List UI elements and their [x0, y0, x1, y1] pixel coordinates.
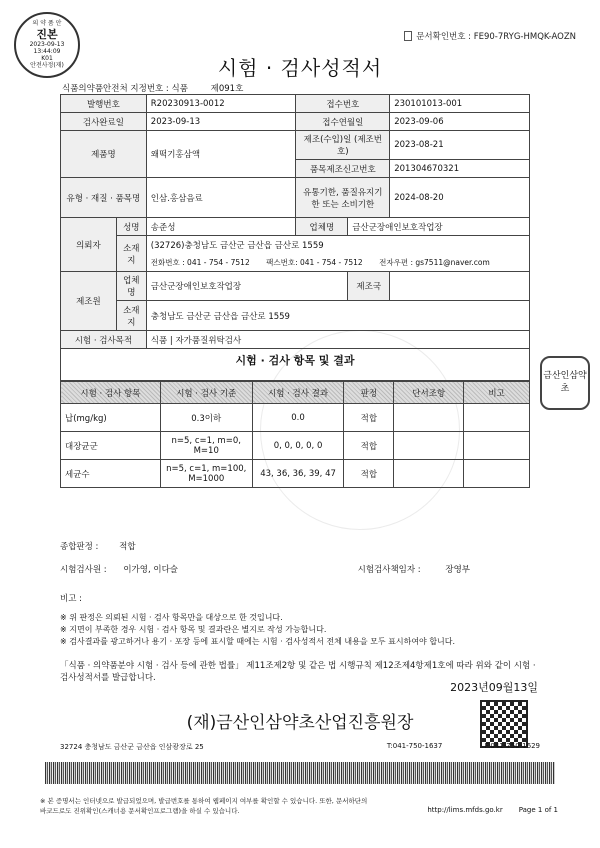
maker-company-label: 업체명: [116, 272, 146, 301]
manager-label: 시험검사책임자 :: [357, 565, 421, 575]
stamp-top: 의 약 품 안: [32, 20, 62, 28]
cell-result: 0, 0, 0, 0, 0: [252, 432, 344, 460]
company-label: 업체명: [296, 218, 348, 236]
table-row: [61, 432, 530, 460]
cell-judgment: 적합: [344, 432, 394, 460]
page-number: Page 1 of 1: [518, 806, 558, 814]
cell-standard: n=5, c=1, m=0, M=10: [160, 432, 252, 460]
manager-name: 장영부: [445, 565, 470, 575]
type-label: 유형 · 재질 · 품목명: [61, 178, 147, 218]
judgment-value: 적합: [119, 542, 136, 552]
receipt-date-label: 접수연월일: [296, 113, 390, 131]
organization-name: (재)금산인삼약초산업진흥원장: [186, 713, 414, 733]
remark-label: 비고 :: [60, 594, 82, 604]
table-row: [61, 460, 530, 488]
test-done: 2023-09-13: [146, 113, 296, 131]
maker-country: [390, 272, 530, 301]
doc-confirm-number: 문서확인번호 : FE90-7RYG-HMQK-AOZN: [416, 32, 576, 42]
org-seal-qr: [480, 700, 528, 748]
registration: [60, 82, 243, 94]
cell-item: 세균수: [61, 460, 161, 488]
results-title: 시험 · 검사 항목 및 결과: [60, 341, 530, 381]
cell-standard: n=5, c=1, m=100, M=1000: [160, 460, 252, 488]
overall-judgment: [60, 540, 136, 552]
cell-clause: [394, 404, 464, 432]
tester-names: 이가영, 이다슬: [123, 565, 178, 575]
footer-address: [60, 742, 540, 752]
stamp-big: 진본: [36, 27, 58, 41]
law-statement: 「식품 · 의약품분야 시험 · 검사 등에 관한 법률」 제11조제2항 및 같은 법 시행규칙 제12조제4항제1호에 따라 위와 같이 시험 · 검사성적서를 발급합니다.: [60, 661, 536, 683]
manager-block: [358, 563, 470, 575]
tester-label: 시험검사원 :: [60, 565, 107, 575]
info-table: [60, 94, 530, 349]
maker-address: 충청남도 금산군 금산읍 금산로 1559: [146, 301, 529, 331]
table-row: [61, 404, 530, 432]
cell-clause: [394, 432, 464, 460]
test-done-label: 검사완료일: [61, 113, 147, 131]
cell-item: 납(mg/kg): [61, 404, 161, 432]
issue-no-label: 발행번호: [61, 95, 147, 113]
purpose-label: 시험 · 검사목적: [61, 331, 147, 349]
notes: [60, 612, 560, 648]
page-title: 시험 · 검사성적서: [217, 56, 383, 80]
name-label: 성명: [116, 218, 146, 236]
product-label: 제품명: [61, 131, 147, 178]
maker-label: 제조원: [61, 272, 117, 331]
footer-contacts: [387, 742, 540, 752]
issue-date: 2023년09월13일: [450, 681, 538, 694]
receipt-date: 2023-09-06: [390, 113, 530, 131]
stamp-time: 13:44:09: [33, 48, 61, 55]
header-judgment: 판정: [344, 382, 394, 404]
note-1: ※ 위 판정은 의뢰된 시험 · 검사 항목만을 대상으로 한 것입니다.: [60, 613, 283, 622]
cell-judgment: 적합: [344, 404, 394, 432]
cell-result: 43, 36, 36, 39, 47: [252, 460, 344, 488]
cell-clause: [394, 460, 464, 488]
mfg-date-label: 제조(수입)일 (제조번호): [296, 131, 390, 160]
mfg-date: 2023-08-21: [390, 131, 530, 160]
results-header-row: [61, 382, 530, 404]
lab-seal: [540, 356, 590, 410]
page-info: [427, 806, 558, 814]
report-no: 201304670321: [390, 160, 530, 178]
header-standard: 시험 · 검사 기준: [160, 382, 252, 404]
barcode: [45, 762, 555, 784]
stamp-code: K01: [41, 55, 53, 63]
email: 전자우편 : gs7511@naver.com: [379, 257, 490, 267]
type-value: 인삼.홍삼음료: [146, 178, 296, 218]
cell-judgment: 적합: [344, 460, 394, 488]
maker-company: 금산군장애인보호작업장: [146, 272, 348, 301]
footer-tel: T:041-750-1637: [386, 742, 443, 750]
doc-confirm: [404, 30, 576, 42]
note-2: ※ 지면이 부족한 경우 시험 · 검사 항목 및 결과란은 별지로 작성 가능합니다.: [60, 625, 327, 634]
maker-country-label: 제조국: [348, 272, 390, 301]
address-label: 소재지: [116, 236, 146, 272]
registration-label: 식품의약품안전처 지정번호 : 식품: [62, 84, 188, 94]
header-result: 시험 · 검사 결과: [252, 382, 344, 404]
report-no-label: 품목제조신고번호: [296, 160, 390, 178]
product-name: 왜떡기홍삼액: [146, 131, 296, 178]
client-name: 송준성: [146, 218, 296, 236]
client-contact: [146, 254, 529, 272]
client-address: (32726)충청남도 금산군 금산읍 금산로 1559: [146, 236, 529, 254]
tester-block: [60, 563, 178, 575]
stamp-date: 2023-09-13: [29, 40, 65, 48]
client-label: 의뢰자: [61, 218, 117, 272]
cell-remark: [464, 404, 530, 432]
receipt-no: 230101013-001: [390, 95, 530, 113]
cell-result: 0.0: [252, 404, 344, 432]
footer-fax: F:041-750-1629: [484, 742, 540, 750]
issue-no: R20230913-0012: [146, 95, 296, 113]
footer-note: [40, 796, 370, 816]
footer-address-text: 32724 충청남도 금산군 금산읍 인삼광장로 25: [60, 743, 204, 751]
receipt-no-label: 접수번호: [296, 95, 390, 113]
cell-remark: [464, 432, 530, 460]
header-remark: 비고: [464, 382, 530, 404]
purpose-value: 식품 | 자가품질위탁검사: [146, 331, 529, 349]
registration-number: 제091호: [210, 84, 244, 94]
cell-item: 대장균군: [61, 432, 161, 460]
document-icon: [404, 31, 412, 41]
cell-standard: 0.3이하: [160, 404, 252, 432]
header-item: 시험 · 검사 항목: [61, 382, 161, 404]
lab-seal-text: 금산인삼약초: [543, 371, 587, 394]
judgment-label: 종합판정 :: [60, 542, 99, 552]
phone: 전화번호 : 041 - 754 - 7512: [150, 257, 250, 267]
footer-note-text: ※ 본 증명서는 인터넷으로 발급되었으며, 발급번호를 통하여 웹페이지 여부를 확인할 수 있습니다. 또한, 문서하단의 바코드로도 진위확인(스캐너용 문서확인프로그램)을 하실 수 있습니다.: [40, 797, 368, 815]
stamp-bottom: 안전사정(재): [30, 62, 64, 70]
expiry-label: 유통기한, 품질유지기한 또는 소비기한: [296, 178, 390, 218]
note-3: ※ 검사결과를 광고하거나 용기 · 포장 등에 표시할 때에는 시험 · 검사성적서 전체 내용을 모두 표시하여야 합니다.: [60, 637, 456, 646]
cell-remark: [464, 460, 530, 488]
client-company: 금산군장애인보호작업장: [348, 218, 530, 236]
fax: 팩스번호: 041 - 754 - 7512: [266, 257, 363, 267]
site-link[interactable]: http://lims.mfds.go.kr: [427, 806, 503, 814]
testers: [60, 563, 540, 575]
results-table: [60, 381, 530, 488]
maker-address-label: 소재지: [116, 301, 146, 331]
expiry-value: 2024-08-20: [390, 178, 530, 218]
header-clause: 단서조항: [394, 382, 464, 404]
